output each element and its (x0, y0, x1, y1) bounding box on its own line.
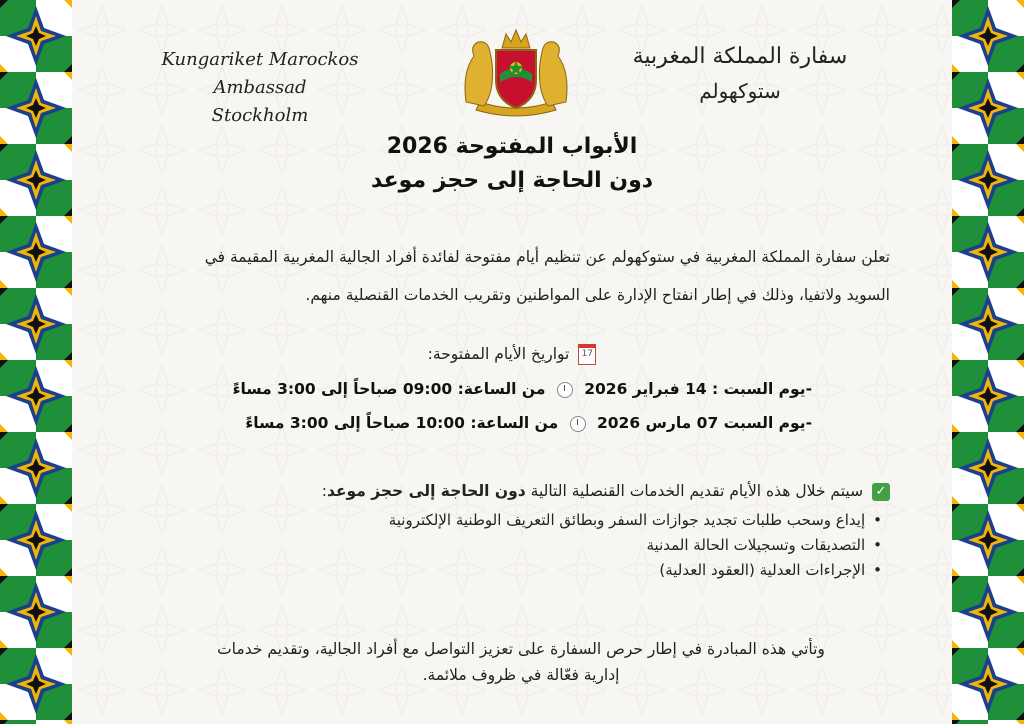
header-right-line2: ستوكهولم (699, 79, 781, 103)
closing-line2: إدارية فعّالة في ظروف ملائمة. (422, 666, 620, 684)
services-intro-text: سيتم خلال هذه الأيام تقديم الخدمات القنصلية التالية (530, 482, 864, 500)
list-item: • إيداع وسحب طلبات تجديد جوازات السفر وبطائق التعريف الوطنية الإلكترونية (182, 508, 882, 533)
clock-icon (557, 382, 573, 398)
title-line2: دون الحاجة إلى حجز موعد (370, 168, 654, 193)
left-mosaic-border (0, 0, 72, 724)
date-item-2 (162, 414, 812, 432)
header-swedish (130, 46, 390, 130)
royal-emblem-icon (456, 22, 576, 122)
header-right-line1: سفارة المملكة المغربية (632, 44, 848, 69)
closing-line1: وتأتي هذه المبادرة في إطار حرص السفارة على تعزيز التواصل مع أفراد الجالية، وتقديم خدمات (217, 640, 825, 658)
date-2-time: من الساعة: 10:00 صباحاً إلى 3:00 مساءً (245, 414, 559, 432)
header-left-line2: Stockholm (211, 105, 309, 126)
check-icon: ✓ (872, 483, 890, 501)
date-2-day: -يوم السبت 07 مارس 2026 (596, 414, 812, 432)
intro-paragraph: تعلن سفارة المملكة المغربية في ستوكهولم عن تنظيم أيام مفتوحة لفائدة أفراد الجالية المغربية المقيمة في السويد ولاتفيا، وذلك في إطار انفتاح الإدارة على المواطنين وتقريب الخدمات القنصلية منهم. (204, 248, 890, 304)
date-item-1 (162, 380, 812, 398)
date-1-day: -يوم السبت : 14 فبراير 2026 (584, 380, 812, 398)
header-arabic (590, 44, 890, 103)
calendar-icon: 17 (578, 344, 596, 365)
services-intro (130, 482, 890, 501)
services-intro-bold: دون الحاجة إلى حجز موعد (326, 482, 526, 500)
header-left-line1: Kungariket Marockos Ambassad (161, 49, 359, 98)
date-1-time: من الساعة: 09:00 صباحاً إلى 3:00 مساءً (232, 380, 546, 398)
clock-icon (570, 416, 586, 432)
closing-paragraph (152, 636, 890, 688)
main-title (72, 130, 952, 198)
list-item: • التصديقات وتسجيلات الحالة المدنية (182, 533, 882, 558)
content-area (72, 0, 952, 724)
list-item: • الإجراءات العدلية (العقود العدلية) (182, 558, 882, 583)
title-line1: الأبواب المفتوحة 2026 (386, 134, 638, 159)
services-intro-end: : (321, 482, 327, 500)
services-list (182, 508, 882, 583)
dates-title-text: تواريخ الأيام المفتوحة: (427, 345, 570, 363)
dates-heading (72, 344, 952, 365)
right-mosaic-border (952, 0, 1024, 724)
